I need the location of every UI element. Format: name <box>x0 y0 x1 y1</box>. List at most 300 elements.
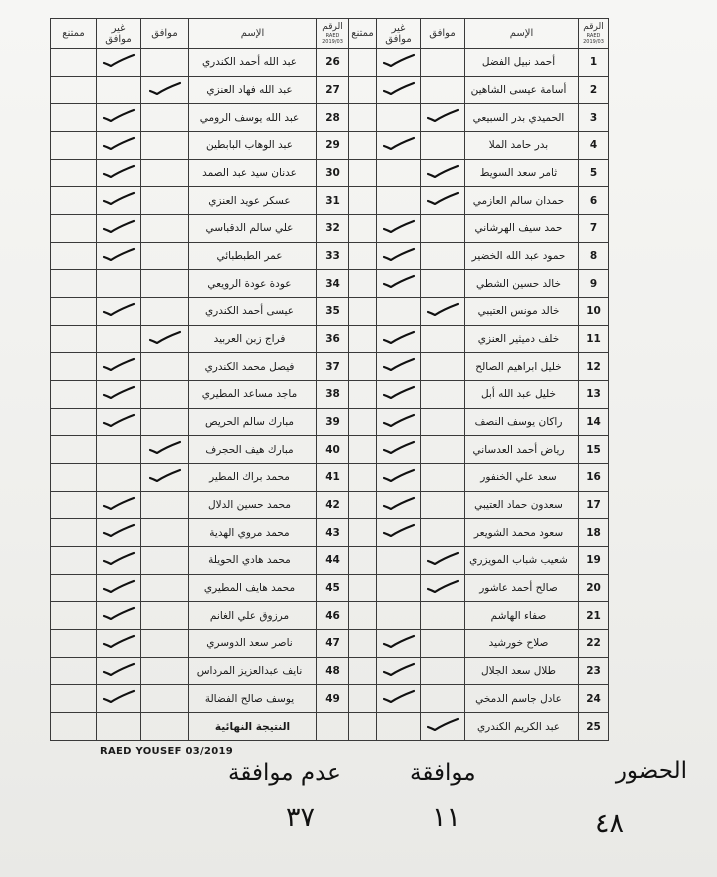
member-number: 42 <box>317 491 349 519</box>
member-name: بدر حامد الملا <box>465 132 579 160</box>
right-agree-cell <box>421 464 465 492</box>
header-code: RAED 2019/03 <box>322 33 343 45</box>
right-abstain-cell <box>349 630 377 658</box>
right-agree-cell <box>421 519 465 547</box>
check-mark-icon <box>382 54 416 68</box>
member-name: عادل جاسم الدمخي <box>465 685 579 713</box>
agree-count: ١١ <box>432 802 462 833</box>
table-row <box>51 381 655 409</box>
member-name: سعد علي الخنفور <box>465 464 579 492</box>
left-disagree-cell <box>97 519 141 547</box>
table-row <box>51 270 655 298</box>
left-abstain-cell <box>51 49 97 77</box>
left-disagree-cell <box>97 298 141 326</box>
member-name: مبارك هيف الحجرف <box>189 436 317 464</box>
row-spacer <box>609 602 655 630</box>
right-disagree-cell <box>377 574 421 602</box>
author-date: RAED YOUSEF 03/2019 <box>100 746 234 757</box>
left-agree-cell <box>141 270 189 298</box>
member-number: 32 <box>317 215 349 243</box>
left-abstain-cell <box>51 436 97 464</box>
agree-label: موافقة <box>410 760 476 786</box>
right-abstain-cell <box>349 657 377 685</box>
right-agree-cell <box>421 491 465 519</box>
left-agree-cell <box>141 464 189 492</box>
right-disagree-cell <box>377 187 421 215</box>
left-agree-cell <box>141 547 189 575</box>
right-agree-cell <box>421 49 465 77</box>
check-mark-icon <box>382 441 416 455</box>
member-name: صلاح خورشيد <box>465 630 579 658</box>
left-abstain-cell <box>51 657 97 685</box>
member-number: 29 <box>317 132 349 160</box>
member-number: 4 <box>579 132 609 160</box>
left-abstain-cell <box>51 353 97 381</box>
right-abstain-cell <box>349 132 377 160</box>
right-abstain-cell <box>349 353 377 381</box>
check-mark-icon <box>382 248 416 262</box>
right-agree-cell <box>421 76 465 104</box>
left-disagree-cell <box>97 159 141 187</box>
member-name: الحميدي بدر السبيعي <box>465 104 579 132</box>
right-abstain-cell <box>349 602 377 630</box>
left-disagree-cell <box>97 132 141 160</box>
member-name: عبد الله يوسف الرومي <box>189 104 317 132</box>
right-disagree-cell <box>377 408 421 436</box>
row-spacer <box>609 685 655 713</box>
right-agree-cell <box>421 381 465 409</box>
right-disagree-cell <box>377 49 421 77</box>
left-disagree-cell <box>97 325 141 353</box>
member-number: 44 <box>317 547 349 575</box>
left-disagree-cell <box>97 713 141 741</box>
header-spacer <box>609 19 655 49</box>
left-abstain-cell <box>51 76 97 104</box>
left-agree-cell <box>141 298 189 326</box>
check-mark-icon <box>382 663 416 677</box>
check-mark-icon <box>382 220 416 234</box>
table-row <box>51 436 655 464</box>
member-name: محمد براك المطير <box>189 464 317 492</box>
member-name: ثامر سعد السويط <box>465 159 579 187</box>
left-disagree-cell <box>97 270 141 298</box>
left-agree-cell <box>141 132 189 160</box>
right-agree-cell <box>421 298 465 326</box>
check-mark-icon <box>426 552 460 566</box>
table-row <box>51 159 655 187</box>
left-agree-cell <box>141 49 189 77</box>
check-mark-icon <box>102 607 136 621</box>
right-agree-cell <box>421 325 465 353</box>
check-mark-icon <box>102 497 136 511</box>
row-spacer <box>609 49 655 77</box>
row-spacer <box>609 76 655 104</box>
header-disagree: غير موافق <box>377 19 421 49</box>
left-agree-cell <box>141 353 189 381</box>
member-number: 21 <box>579 602 609 630</box>
check-mark-icon <box>102 414 136 428</box>
member-name: سعدون حماد العتيبي <box>465 491 579 519</box>
check-mark-icon <box>382 635 416 649</box>
member-name: محمد هادي الحويلة <box>189 547 317 575</box>
check-mark-icon <box>382 358 416 372</box>
left-abstain-cell <box>51 713 97 741</box>
member-name: محمد هايف المطيري <box>189 574 317 602</box>
right-disagree-cell <box>377 270 421 298</box>
vote-table <box>50 18 655 741</box>
right-abstain-cell <box>349 491 377 519</box>
left-agree-cell <box>141 325 189 353</box>
member-number: 31 <box>317 187 349 215</box>
member-name: رياض أحمد العدساني <box>465 436 579 464</box>
right-agree-cell <box>421 547 465 575</box>
left-disagree-cell <box>97 630 141 658</box>
left-agree-cell <box>141 657 189 685</box>
left-disagree-cell <box>97 242 141 270</box>
right-disagree-cell <box>377 519 421 547</box>
right-abstain-cell <box>349 76 377 104</box>
right-disagree-cell <box>377 491 421 519</box>
table-row <box>51 713 655 741</box>
row-spacer <box>609 519 655 547</box>
right-abstain-cell <box>349 685 377 713</box>
member-number: 10 <box>579 298 609 326</box>
member-name: علي سالم الدقباسي <box>189 215 317 243</box>
row-spacer <box>609 630 655 658</box>
right-disagree-cell <box>377 325 421 353</box>
member-name: عيسى أحمد الكندري <box>189 298 317 326</box>
member-number: 15 <box>579 436 609 464</box>
right-abstain-cell <box>349 381 377 409</box>
left-disagree-cell <box>97 602 141 630</box>
member-name: محمد حسين الدلال <box>189 491 317 519</box>
right-abstain-cell <box>349 464 377 492</box>
member-number: 5 <box>579 159 609 187</box>
check-mark-icon <box>426 718 460 732</box>
left-agree-cell <box>141 408 189 436</box>
left-agree-cell <box>141 242 189 270</box>
right-disagree-cell <box>377 104 421 132</box>
left-abstain-cell <box>51 630 97 658</box>
member-number: 6 <box>579 187 609 215</box>
check-mark-icon <box>102 663 136 677</box>
table-row <box>51 353 655 381</box>
table-row <box>51 519 655 547</box>
table-row <box>51 408 655 436</box>
member-number: 9 <box>579 270 609 298</box>
left-agree-cell <box>141 713 189 741</box>
check-mark-icon <box>102 248 136 262</box>
table-row <box>51 187 655 215</box>
right-agree-cell <box>421 270 465 298</box>
member-name: عسكر عويد العنزي <box>189 187 317 215</box>
member-number: 24 <box>579 685 609 713</box>
right-disagree-cell <box>377 381 421 409</box>
member-number: 43 <box>317 519 349 547</box>
left-abstain-cell <box>51 104 97 132</box>
right-abstain-cell <box>349 270 377 298</box>
right-abstain-cell <box>349 215 377 243</box>
right-disagree-cell <box>377 436 421 464</box>
left-abstain-cell <box>51 519 97 547</box>
row-spacer <box>609 159 655 187</box>
right-agree-cell <box>421 602 465 630</box>
check-mark-icon <box>382 275 416 289</box>
member-name: حمدان سالم العازمي <box>465 187 579 215</box>
left-disagree-cell <box>97 187 141 215</box>
member-name: عبد الله أحمد الكندري <box>189 49 317 77</box>
right-abstain-cell <box>349 574 377 602</box>
disagree-label: عدم موافقة <box>228 760 341 786</box>
table-row <box>51 547 655 575</box>
check-mark-icon <box>148 441 182 455</box>
row-spacer <box>609 270 655 298</box>
right-abstain-cell <box>349 159 377 187</box>
check-mark-icon <box>148 82 182 96</box>
left-abstain-cell <box>51 491 97 519</box>
check-mark-icon <box>102 137 136 151</box>
right-disagree-cell <box>377 298 421 326</box>
header-abstain: ممتنع <box>349 19 377 49</box>
left-agree-cell <box>141 104 189 132</box>
member-name: طلال سعد الجلال <box>465 657 579 685</box>
member-name: فراج زبن العربيد <box>189 325 317 353</box>
final-result-label: النتيجة النهائية <box>189 713 317 741</box>
row-spacer <box>609 547 655 575</box>
right-agree-cell <box>421 574 465 602</box>
header-number <box>317 19 349 49</box>
right-disagree-cell <box>377 132 421 160</box>
right-disagree-cell <box>377 713 421 741</box>
member-number: 41 <box>317 464 349 492</box>
right-abstain-cell <box>349 242 377 270</box>
left-agree-cell <box>141 630 189 658</box>
left-abstain-cell <box>51 408 97 436</box>
member-number: 38 <box>317 381 349 409</box>
left-disagree-cell <box>97 353 141 381</box>
table-row <box>51 657 655 685</box>
right-disagree-cell <box>377 602 421 630</box>
left-abstain-cell <box>51 685 97 713</box>
left-abstain-cell <box>51 298 97 326</box>
table-row <box>51 215 655 243</box>
row-spacer <box>609 104 655 132</box>
member-name: عبد الوهاب البابطين <box>189 132 317 160</box>
right-agree-cell <box>421 104 465 132</box>
member-name: عبد الله فهاد العنزي <box>189 76 317 104</box>
right-disagree-cell <box>377 685 421 713</box>
right-abstain-cell <box>349 436 377 464</box>
table-row <box>51 685 655 713</box>
check-mark-icon <box>102 386 136 400</box>
member-name: عودة عودة الرويعي <box>189 270 317 298</box>
check-mark-icon <box>426 303 460 317</box>
header-disagree: غير موافق <box>97 19 141 49</box>
check-mark-icon <box>382 386 416 400</box>
right-abstain-cell <box>349 298 377 326</box>
member-name: يوسف صالح الفضالة <box>189 685 317 713</box>
member-number: 28 <box>317 104 349 132</box>
member-number: 34 <box>317 270 349 298</box>
member-number: 25 <box>579 713 609 741</box>
left-abstain-cell <box>51 187 97 215</box>
right-abstain-cell <box>349 519 377 547</box>
right-agree-cell <box>421 187 465 215</box>
header-code: RAED 2019/03 <box>583 33 604 45</box>
member-number: 23 <box>579 657 609 685</box>
check-mark-icon <box>382 690 416 704</box>
check-mark-icon <box>102 165 136 179</box>
member-number: 17 <box>579 491 609 519</box>
member-name: نايف عبدالعزيز المرداس <box>189 657 317 685</box>
member-name: عمر الطبطبائي <box>189 242 317 270</box>
left-abstain-cell <box>51 132 97 160</box>
right-agree-cell <box>421 630 465 658</box>
left-abstain-cell <box>51 602 97 630</box>
right-agree-cell <box>421 408 465 436</box>
header-agree: موافق <box>421 19 465 49</box>
check-mark-icon <box>426 580 460 594</box>
header-number-label: الرقم <box>583 22 604 32</box>
table-row <box>51 76 655 104</box>
right-disagree-cell <box>377 215 421 243</box>
left-abstain-cell <box>51 242 97 270</box>
member-name: عدنان سيد عبد الصمد <box>189 159 317 187</box>
member-number: 20 <box>579 574 609 602</box>
member-name: مبارك سالم الحريص <box>189 408 317 436</box>
table-row <box>51 574 655 602</box>
left-agree-cell <box>141 215 189 243</box>
table-row <box>51 298 655 326</box>
right-agree-cell <box>421 713 465 741</box>
check-mark-icon <box>102 635 136 649</box>
disagree-count: ٣٧ <box>286 802 316 833</box>
member-number: 1 <box>579 49 609 77</box>
header-name: الإسم <box>189 19 317 49</box>
member-name: مرزوق علي الغانم <box>189 602 317 630</box>
row-spacer <box>609 574 655 602</box>
member-name: خلف دميثير العنزي <box>465 325 579 353</box>
row-spacer <box>609 464 655 492</box>
member-name: خليل ابراهيم الصالح <box>465 353 579 381</box>
member-number: 13 <box>579 381 609 409</box>
check-mark-icon <box>382 414 416 428</box>
left-disagree-cell <box>97 436 141 464</box>
left-agree-cell <box>141 381 189 409</box>
check-mark-icon <box>102 192 136 206</box>
member-number: 19 <box>579 547 609 575</box>
member-number: 3 <box>579 104 609 132</box>
row-spacer <box>609 242 655 270</box>
check-mark-icon <box>102 524 136 538</box>
member-number: 16 <box>579 464 609 492</box>
left-disagree-cell <box>97 104 141 132</box>
member-name: حمد سيف الهرشاني <box>465 215 579 243</box>
table-row <box>51 464 655 492</box>
right-disagree-cell <box>377 547 421 575</box>
left-disagree-cell <box>97 464 141 492</box>
left-abstain-cell <box>51 325 97 353</box>
check-mark-icon <box>382 82 416 96</box>
left-agree-cell <box>141 187 189 215</box>
member-number: 37 <box>317 353 349 381</box>
table-row <box>51 602 655 630</box>
left-abstain-cell <box>51 464 97 492</box>
right-abstain-cell <box>349 187 377 215</box>
member-name: أحمد نبيل الفضل <box>465 49 579 77</box>
left-agree-cell <box>141 491 189 519</box>
right-agree-cell <box>421 436 465 464</box>
right-disagree-cell <box>377 76 421 104</box>
member-name: خالد حسين الشطي <box>465 270 579 298</box>
left-agree-cell <box>141 685 189 713</box>
right-agree-cell <box>421 242 465 270</box>
member-number: 14 <box>579 408 609 436</box>
member-name: أسامة عيسى الشاهين <box>465 76 579 104</box>
present-count: ٤٨ <box>595 808 625 839</box>
right-disagree-cell <box>377 630 421 658</box>
check-mark-icon <box>382 497 416 511</box>
header-name: الإسم <box>465 19 579 49</box>
header-number-label: الرقم <box>322 22 343 32</box>
check-mark-icon <box>426 109 460 123</box>
final-result-number <box>317 713 349 741</box>
row-spacer <box>609 408 655 436</box>
member-name: خليل عبد الله أبل <box>465 381 579 409</box>
left-disagree-cell <box>97 491 141 519</box>
check-mark-icon <box>102 54 136 68</box>
table-row <box>51 630 655 658</box>
check-mark-icon <box>382 524 416 538</box>
row-spacer <box>609 187 655 215</box>
left-disagree-cell <box>97 215 141 243</box>
table-row <box>51 132 655 160</box>
table-row <box>51 49 655 77</box>
header-number <box>579 19 609 49</box>
right-agree-cell <box>421 685 465 713</box>
right-abstain-cell <box>349 325 377 353</box>
right-disagree-cell <box>377 464 421 492</box>
member-name: فيصل محمد الكندري <box>189 353 317 381</box>
right-agree-cell <box>421 132 465 160</box>
member-name: شعيب شباب المويزري <box>465 547 579 575</box>
member-number: 47 <box>317 630 349 658</box>
left-disagree-cell <box>97 76 141 104</box>
right-abstain-cell <box>349 408 377 436</box>
left-agree-cell <box>141 436 189 464</box>
row-spacer <box>609 325 655 353</box>
member-number: 27 <box>317 76 349 104</box>
row-spacer <box>609 436 655 464</box>
member-name: صالح أحمد عاشور <box>465 574 579 602</box>
member-number: 30 <box>317 159 349 187</box>
header-agree: موافق <box>141 19 189 49</box>
row-spacer <box>609 353 655 381</box>
row-spacer <box>609 132 655 160</box>
left-agree-cell <box>141 76 189 104</box>
member-number: 45 <box>317 574 349 602</box>
check-mark-icon <box>382 137 416 151</box>
member-number: 8 <box>579 242 609 270</box>
member-number: 35 <box>317 298 349 326</box>
left-abstain-cell <box>51 270 97 298</box>
member-number: 33 <box>317 242 349 270</box>
check-mark-icon <box>102 303 136 317</box>
table-row <box>51 104 655 132</box>
right-disagree-cell <box>377 242 421 270</box>
member-number: 26 <box>317 49 349 77</box>
left-disagree-cell <box>97 49 141 77</box>
